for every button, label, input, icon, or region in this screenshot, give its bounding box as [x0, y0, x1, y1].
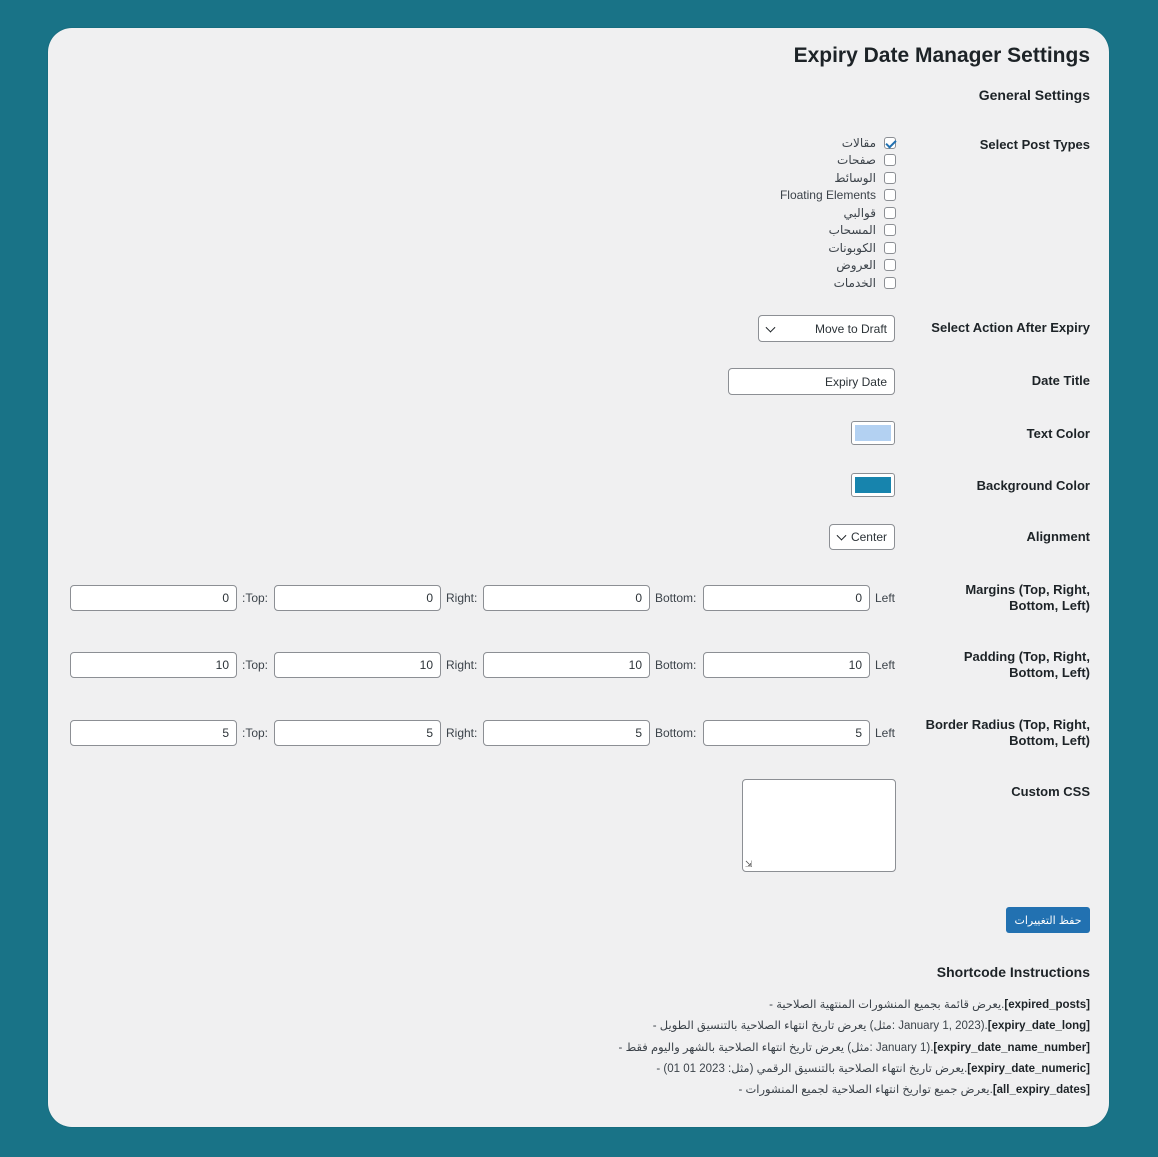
post-type-checkbox[interactable] [884, 242, 896, 254]
label-alignment: Alignment [1026, 529, 1090, 544]
post-type-checkbox[interactable] [884, 207, 896, 219]
radius-right-input[interactable] [274, 720, 441, 746]
post-type-label: الوسائط [834, 170, 876, 185]
side-label-left: Left [875, 658, 896, 672]
settings-panel [48, 28, 1109, 1127]
post-type-item[interactable] [596, 274, 896, 292]
date-title-value: Expiry Date [824, 374, 887, 389]
padding-bottom-input[interactable] [483, 652, 650, 678]
side-label-bottom: Bottom: [655, 658, 697, 672]
radius-left-value: 5 [855, 726, 862, 740]
padding-left-input[interactable] [703, 652, 870, 678]
post-type-label: الكوبونات [828, 240, 876, 255]
shortcode-desc: - يعرض قائمة بجميع المنشورات المنتهية الصلاحية. [769, 999, 1005, 1011]
margin-left-value: 0 [855, 591, 862, 605]
post-type-item[interactable] [596, 257, 896, 275]
background-color-swatch [855, 477, 891, 493]
shortcode-code: [expiry_date_long] [987, 1020, 1090, 1032]
chevron-down-icon [837, 531, 847, 541]
side-label-top: :Top: [242, 726, 269, 740]
post-type-checkbox[interactable] [884, 224, 896, 236]
action-after-expiry-value: Move to Draft [814, 321, 887, 336]
date-title-input[interactable] [728, 368, 895, 395]
post-type-item[interactable] [596, 169, 896, 187]
shortcode-code: [expiry_date_name_number] [933, 1042, 1090, 1054]
alignment-value: Center [850, 530, 887, 544]
margin-top-input[interactable] [70, 585, 237, 611]
chevron-down-icon [766, 322, 776, 332]
radius-top-value: 5 [222, 726, 229, 740]
padding-row [70, 652, 902, 678]
label-action-after-expiry: Select Action After Expiry [931, 320, 1090, 335]
padding-left-value: 10 [848, 658, 862, 672]
shortcode-line [653, 1018, 1090, 1032]
side-label-right: Right: [446, 726, 478, 740]
section-title-general: General Settings [978, 87, 1090, 103]
label-background-color: Background Color [976, 478, 1090, 493]
border-radius-row [70, 720, 902, 746]
side-label-bottom: Bottom: [655, 591, 697, 605]
side-label-top: :Top: [242, 591, 269, 605]
shortcode-desc: - يعرض تاريخ انتهاء الصلاحية بالتنسيق الطويل (مثل: January 1, 2023). [652, 1020, 988, 1032]
padding-top-input[interactable] [70, 652, 237, 678]
label-border-radius: Border Radius (Top, Right, Bottom, Left) [925, 717, 1090, 748]
post-type-item[interactable] [596, 134, 896, 152]
label-post-types: Select Post Types [979, 137, 1090, 152]
post-type-label: قوالبي [843, 205, 876, 220]
shortcode-line [656, 1061, 1090, 1075]
post-type-label: المسحاب [828, 223, 876, 238]
side-label-right: Right: [446, 591, 478, 605]
padding-right-value: 10 [419, 658, 433, 672]
padding-bottom-value: 10 [628, 658, 642, 672]
label-custom-css: Custom CSS [1011, 784, 1090, 799]
post-type-item[interactable] [596, 222, 896, 240]
padding-top-value: 10 [215, 658, 229, 672]
margin-right-value: 0 [426, 591, 433, 605]
resize-handle-icon[interactable]: ⇲ [745, 859, 753, 869]
shortcode-code: [all_expiry_dates] [992, 1084, 1090, 1096]
post-type-checkbox[interactable] [884, 154, 896, 166]
action-after-expiry-select[interactable] [758, 315, 895, 342]
post-type-label: مقالات [841, 135, 876, 150]
post-type-checkbox[interactable] [884, 189, 896, 201]
post-type-label: الخدمات [833, 275, 876, 290]
custom-css-textarea[interactable] [742, 779, 896, 872]
margin-bottom-input[interactable] [483, 585, 650, 611]
post-type-checkbox[interactable] [884, 172, 896, 184]
shortcode-desc: - يعرض تاريخ انتهاء الصلاحية بالشهر واليوم فقط (مثل: January 1). [618, 1042, 934, 1054]
radius-left-input[interactable] [703, 720, 870, 746]
label-padding: Padding (Top, Right, Bottom, Left) [963, 649, 1090, 680]
radius-top-input[interactable] [70, 720, 237, 746]
post-type-item[interactable] [596, 187, 896, 205]
label-margins: Margins (Top, Right, Bottom, Left) [965, 582, 1090, 613]
post-type-label: العروض [836, 258, 876, 273]
side-label-left: Left [875, 591, 896, 605]
post-types-list [596, 134, 896, 292]
side-label-right: Right: [446, 658, 478, 672]
padding-right-input[interactable] [274, 652, 441, 678]
margins-row [70, 585, 902, 611]
post-type-label: صفحات [837, 153, 876, 168]
post-type-item[interactable] [596, 204, 896, 222]
post-type-item[interactable] [596, 239, 896, 257]
shortcode-code: [expired_posts] [1004, 999, 1090, 1011]
save-changes-button[interactable]: حفظ التغييرات [1006, 907, 1090, 933]
shortcode-instructions-title: Shortcode Instructions [936, 964, 1090, 980]
side-label-bottom: Bottom: [655, 726, 697, 740]
shortcode-line [769, 997, 1090, 1011]
shortcode-code: [expiry_date_numeric] [967, 1063, 1090, 1075]
margin-left-input[interactable] [703, 585, 870, 611]
shortcode-desc: - يعرض تاريخ انتهاء الصلاحية بالتنسيق الرقمي (مثل: 2023 01 01). [656, 1063, 968, 1075]
post-type-checkbox[interactable] [884, 277, 896, 289]
shortcode-line [738, 1082, 1090, 1096]
margin-bottom-value: 0 [635, 591, 642, 605]
radius-bottom-input[interactable] [483, 720, 650, 746]
text-color-swatch [855, 425, 891, 441]
post-type-label: Floating Elements [779, 188, 876, 203]
label-text-color: Text Color [1026, 426, 1090, 441]
shortcode-desc: - يعرض جميع تواريخ انتهاء الصلاحية لجميع المنشورات. [738, 1084, 993, 1096]
margin-right-input[interactable] [274, 585, 441, 611]
label-date-title: Date Title [1031, 373, 1090, 388]
margin-top-value: 0 [222, 591, 229, 605]
post-type-checkbox[interactable] [884, 137, 896, 149]
shortcode-line [619, 1040, 1090, 1054]
post-type-checkbox[interactable] [884, 259, 896, 271]
radius-right-value: 5 [426, 726, 433, 740]
page-title: Expiry Date Manager Settings [793, 44, 1090, 67]
side-label-top: :Top: [242, 658, 269, 672]
text-color-picker[interactable] [851, 421, 895, 445]
side-label-left: Left [875, 726, 896, 740]
post-type-item[interactable] [596, 152, 896, 170]
alignment-select[interactable] [829, 524, 895, 550]
background-color-picker[interactable] [851, 473, 895, 497]
radius-bottom-value: 5 [635, 726, 642, 740]
